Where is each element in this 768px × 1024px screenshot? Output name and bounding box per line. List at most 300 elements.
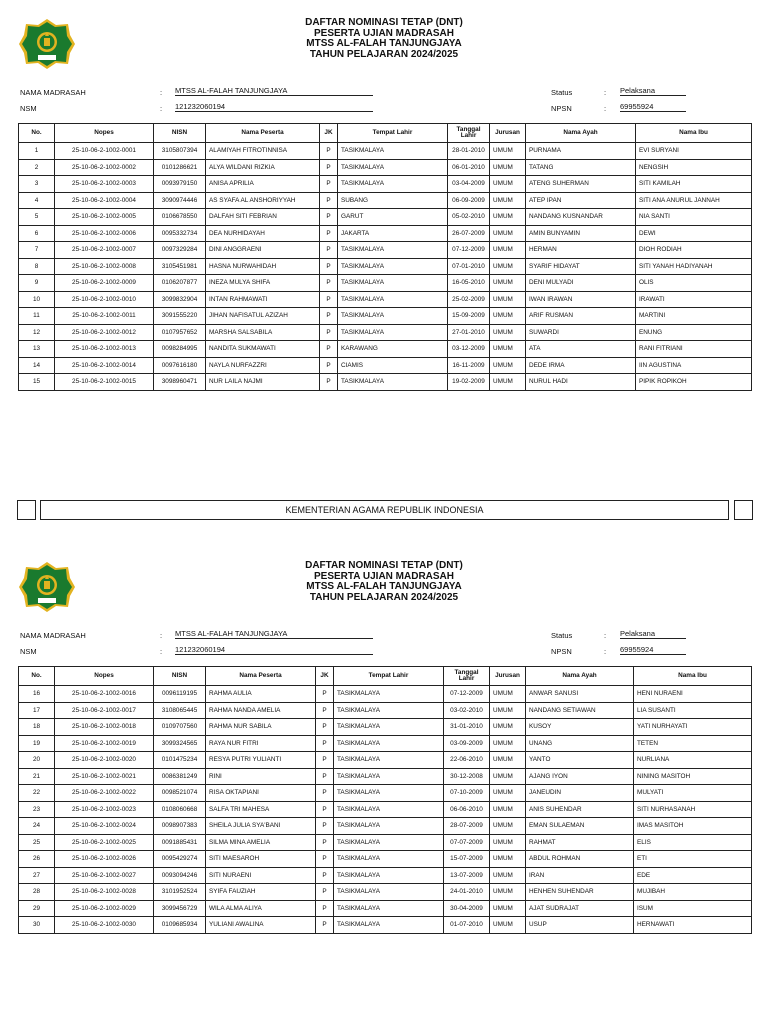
nsm-value: 121232060194 [175,645,373,655]
school-info [0,86,768,116]
table-row [19,324,752,341]
npsn-value: 69955924 [620,645,686,655]
cell-nama-ayah: ANIS SUHENDAR [526,801,634,818]
cell-jk: P [316,735,334,752]
cell-nama-ibu: HERNAWATI [634,917,752,934]
header-nama-ayah: Nama Ayah [526,124,636,143]
colon: : [160,88,163,97]
cell-nopes: 25-10-06-2-1002-0003 [55,176,154,193]
cell-nama-ayah: ATEP IPAN [526,192,636,209]
cell-jurusan: UMUM [490,324,526,341]
cell-nama-ibu: ELIS [634,834,752,851]
cell-nisn: 0098284995 [154,341,206,358]
header-nama-peserta: Nama Peserta [206,124,320,143]
colon: : [604,647,607,656]
cell-nama-peserta: DALFAH SITI FEBRIAN [206,209,320,226]
table-row [19,192,752,209]
cell-jurusan: UMUM [490,702,526,719]
header-no: No. [19,124,55,143]
cell-tempat-lahir: TASIKMALAYA [338,275,448,292]
cell-no: 22 [19,785,55,802]
nsm-label: NSM [20,104,37,113]
header-nopes: Nopes [55,667,154,686]
nama-madrasah-label: NAMA MADRASAH [20,631,86,640]
cell-nopes: 25-10-06-2-1002-0007 [55,242,154,259]
cell-no: 10 [19,291,55,308]
cell-nisn: 3101952524 [154,884,206,901]
cell-tanggal-lahir: 06-01-2010 [448,159,490,176]
cell-no: 21 [19,768,55,785]
cell-nama-ayah: ANWAR SANUSI [526,686,634,703]
table-row [19,176,752,193]
cell-no: 13 [19,341,55,358]
cell-nama-peserta: INTAN RAHMAWATI [206,291,320,308]
header-nama-ayah: Nama Ayah [526,667,634,686]
document-title [0,18,768,60]
cell-no: 11 [19,308,55,325]
cell-tempat-lahir: TASIKMALAYA [338,176,448,193]
cell-jurusan: UMUM [490,719,526,736]
cell-nopes: 25-10-06-2-1002-0030 [55,917,154,934]
nsm-value: 121232060194 [175,102,373,112]
cell-nama-ayah: ARIF RUSMAN [526,308,636,325]
cell-nisn: 0093094246 [154,867,206,884]
cell-tanggal-lahir: 28-07-2009 [444,818,490,835]
cell-nama-ibu: EDE [634,867,752,884]
cell-nopes: 25-10-06-2-1002-0006 [55,225,154,242]
cell-nama-ibu: PIPIK ROPIKOH [636,374,752,391]
cell-tanggal-lahir: 03-02-2010 [444,702,490,719]
cell-nama-ibu: DIOH RODIAH [636,242,752,259]
header-jurusan: Jurusan [490,124,526,143]
table-row [19,702,752,719]
colon: : [604,104,607,113]
cell-nama-ibu: RANI FITRIANI [636,341,752,358]
page-2 [0,561,768,941]
cell-nisn: 0086381249 [154,768,206,785]
cell-nisn: 0107957652 [154,324,206,341]
table-row [19,225,752,242]
header-nama-peserta: Nama Peserta [206,667,316,686]
cell-jk: P [320,324,338,341]
cell-nama-ayah: ATENG SUHERMAN [526,176,636,193]
cell-nisn: 0095332734 [154,225,206,242]
title-line-4: TAHUN PELAJARAN 2024/2025 [309,591,459,603]
cell-nama-peserta: RAYA NUR FITRI [206,735,316,752]
cell-nopes: 25-10-06-2-1002-0008 [55,258,154,275]
cell-jk: P [316,801,334,818]
cell-jk: P [320,242,338,259]
cell-nopes: 25-10-06-2-1002-0021 [55,768,154,785]
cell-jurusan: UMUM [490,818,526,835]
cell-no: 30 [19,917,55,934]
cell-jurusan: UMUM [490,900,526,917]
table-row [19,357,752,374]
cell-nama-ayah: AJANG IYON [526,768,634,785]
cell-jk: P [316,884,334,901]
header-no: No. [19,667,55,686]
cell-jurusan: UMUM [490,752,526,769]
cell-nama-ayah: YANTO [526,752,634,769]
table-row [19,818,752,835]
cell-nama-ibu: TETEN [634,735,752,752]
cell-nopes: 25-10-06-2-1002-0014 [55,357,154,374]
cell-nisn: 0108060668 [154,801,206,818]
table-row [19,159,752,176]
table-row [19,242,752,259]
cell-jk: P [320,357,338,374]
cell-jurusan: UMUM [490,341,526,358]
cell-jurusan: UMUM [490,735,526,752]
cell-nama-ayah: AJAT SUDRAJAT [526,900,634,917]
cell-nisn: 0095429274 [154,851,206,868]
cell-tanggal-lahir: 07-01-2010 [448,258,490,275]
cell-nopes: 25-10-06-2-1002-0019 [55,735,154,752]
cell-nama-peserta: INEZA MULYA SHIFA [206,275,320,292]
table-row [19,900,752,917]
cell-jurusan: UMUM [490,176,526,193]
table-row [19,801,752,818]
cell-nisn: 0109707560 [154,719,206,736]
cell-nama-peserta: NANDITA SUKMAWATI [206,341,320,358]
cell-nisn: 0093979150 [154,176,206,193]
page-1 [0,18,768,398]
cell-no: 8 [19,258,55,275]
cell-tempat-lahir: TASIKMALAYA [334,768,444,785]
cell-nama-ayah: IWAN IRAWAN [526,291,636,308]
cell-no: 7 [19,242,55,259]
cell-tanggal-lahir: 25-02-2009 [448,291,490,308]
cell-jurusan: UMUM [490,374,526,391]
header-tempat-lahir: Tempat Lahir [334,667,444,686]
cell-no: 3 [19,176,55,193]
document-title [0,561,768,603]
cell-tempat-lahir: TASIKMALAYA [338,143,448,160]
cell-tanggal-lahir: 05-02-2010 [448,209,490,226]
header-nisn: NISN [154,124,206,143]
status-label: Status [551,631,573,640]
cell-tanggal-lahir: 30-04-2009 [444,900,490,917]
cell-no: 16 [19,686,55,703]
cell-tempat-lahir: TASIKMALAYA [334,752,444,769]
header-tempat-lahir: Tempat Lahir [338,124,448,143]
cell-jk: P [320,192,338,209]
title-line-2: PESERTA UJIAN MADRASAH [313,27,454,39]
cell-tempat-lahir: SUBANG [338,192,448,209]
cell-nama-peserta: RINI [206,768,316,785]
cell-jurusan: UMUM [490,851,526,868]
cell-tempat-lahir: TASIKMALAYA [334,702,444,719]
cell-nama-peserta: JIHAN NAFISATUL AZIZAH [206,308,320,325]
cell-nama-ayah: RAHMAT [526,834,634,851]
cell-nopes: 25-10-06-2-1002-0002 [55,159,154,176]
cell-tempat-lahir: KARAWANG [338,341,448,358]
cell-nisn: 3090974446 [154,192,206,209]
cell-nopes: 25-10-06-2-1002-0028 [55,884,154,901]
title-line-4: TAHUN PELAJARAN 2024/2025 [309,48,459,60]
cell-nama-ibu: MARTINI [636,308,752,325]
cell-nisn: 0091885431 [154,834,206,851]
cell-nama-ayah: KUSOY [526,719,634,736]
cell-nama-ayah: USUP [526,917,634,934]
cell-nopes: 25-10-06-2-1002-0004 [55,192,154,209]
cell-nama-ibu: LIA SUSANTI [634,702,752,719]
ministry-bar [0,500,768,520]
cell-nama-ayah: SUWARDI [526,324,636,341]
cell-tanggal-lahir: 01-07-2010 [444,917,490,934]
cell-nisn: 3105451981 [154,258,206,275]
cell-tanggal-lahir: 16-11-2009 [448,357,490,374]
cell-nama-ibu: DEWI [636,225,752,242]
cell-nama-ibu: IRAWATI [636,291,752,308]
cell-jk: P [316,719,334,736]
cell-tempat-lahir: TASIKMALAYA [334,851,444,868]
ministry-name: KEMENTERIAN AGAMA REPUBLIK INDONESIA [40,500,729,520]
cell-jurusan: UMUM [490,143,526,160]
cell-no: 14 [19,357,55,374]
cell-jurusan: UMUM [490,834,526,851]
cell-tempat-lahir: TASIKMALAYA [334,801,444,818]
cell-nisn: 0098907383 [154,818,206,835]
cell-nama-peserta: HASNA NURWAHIDAH [206,258,320,275]
cell-jk: P [316,702,334,719]
cell-jurusan: UMUM [490,801,526,818]
cell-nama-peserta: ALYA WILDANI RIZKIA [206,159,320,176]
cell-jurusan: UMUM [490,192,526,209]
table-row [19,884,752,901]
cell-no: 5 [19,209,55,226]
status-value: Pelaksana [620,629,686,639]
cell-tanggal-lahir: 30-12-2008 [444,768,490,785]
cell-no: 27 [19,867,55,884]
cell-jurusan: UMUM [490,357,526,374]
cell-nama-peserta: SITI NURAENI [206,867,316,884]
cell-tempat-lahir: TASIKMALAYA [334,900,444,917]
cell-nisn: 0098521074 [154,785,206,802]
cell-tempat-lahir: TASIKMALAYA [334,785,444,802]
cell-nama-ayah: JANEUDIN [526,785,634,802]
cell-tanggal-lahir: 22-06-2010 [444,752,490,769]
cell-tempat-lahir: TASIKMALAYA [334,686,444,703]
cell-tempat-lahir: TASIKMALAYA [334,884,444,901]
cell-no: 2 [19,159,55,176]
cell-tanggal-lahir: 13-07-2009 [444,867,490,884]
cell-no: 6 [19,225,55,242]
cell-tempat-lahir: CIAMIS [338,357,448,374]
cell-tanggal-lahir: 31-01-2010 [444,719,490,736]
cell-jurusan: UMUM [490,258,526,275]
cell-nisn: 3099456729 [154,900,206,917]
table-row [19,735,752,752]
cell-nama-ayah: HENHEN SUHENDAR [526,884,634,901]
header-nisn: NISN [154,667,206,686]
table-row [19,308,752,325]
colon: : [160,104,163,113]
cell-nama-peserta: YULIANI AWALINA [206,917,316,934]
cell-nama-peserta: RAHMA NUR SABILA [206,719,316,736]
cell-jk: P [316,834,334,851]
cell-nopes: 25-10-06-2-1002-0011 [55,308,154,325]
cell-nopes: 25-10-06-2-1002-0012 [55,324,154,341]
cell-nama-peserta: RAHMA NANDA AMELIA [206,702,316,719]
cell-jk: P [320,374,338,391]
cell-nama-peserta: DINI ANGGRAENI [206,242,320,259]
nsm-label: NSM [20,647,37,656]
cell-tempat-lahir: GARUT [338,209,448,226]
cell-nama-peserta: ALAMIYAH FITROTINNISA [206,143,320,160]
cell-nama-peserta: ANISA APRILIA [206,176,320,193]
cell-nopes: 25-10-06-2-1002-0013 [55,341,154,358]
colon: : [160,647,163,656]
cell-jk: P [320,308,338,325]
cell-nopes: 25-10-06-2-1002-0005 [55,209,154,226]
cell-nama-peserta: AS SYAFA AL ANSHORIYYAH [206,192,320,209]
cell-nama-ibu: NIA SANTI [636,209,752,226]
cell-nama-ayah: PURNAMA [526,143,636,160]
cell-nisn: 3108065445 [154,702,206,719]
cell-nama-peserta: DEA NURHIDAYAH [206,225,320,242]
cell-nama-peserta: SILMA MINA AMELIA [206,834,316,851]
cell-tempat-lahir: TASIKMALAYA [334,834,444,851]
cell-jk: P [320,159,338,176]
cell-nisn: 0097329284 [154,242,206,259]
cell-jurusan: UMUM [490,159,526,176]
header-tanggal-lahir: Tanggal Lahir [444,667,490,686]
cell-nopes: 25-10-06-2-1002-0022 [55,785,154,802]
cell-no: 26 [19,851,55,868]
cell-tanggal-lahir: 24-01-2010 [444,884,490,901]
cell-jk: P [316,785,334,802]
cell-jurusan: UMUM [490,225,526,242]
cell-nopes: 25-10-06-2-1002-0027 [55,867,154,884]
cell-tanggal-lahir: 16-05-2010 [448,275,490,292]
table-row [19,752,752,769]
cell-nopes: 25-10-06-2-1002-0029 [55,900,154,917]
header-jk: JK [320,124,338,143]
cell-nopes: 25-10-06-2-1002-0024 [55,818,154,835]
title-line-2: PESERTA UJIAN MADRASAH [313,570,454,582]
cell-tempat-lahir: TASIKMALAYA [334,867,444,884]
status-label: Status [551,88,573,97]
cell-no: 15 [19,374,55,391]
cell-nama-ayah: EMAN SULAEMAN [526,818,634,835]
cell-nama-peserta: MARSHA SALSABILA [206,324,320,341]
cell-jk: P [320,275,338,292]
npsn-value: 69955924 [620,102,686,112]
cell-nama-ayah: NANDANG KUSNANDAR [526,209,636,226]
cell-tempat-lahir: TASIKMALAYA [334,735,444,752]
cell-jurusan: UMUM [490,785,526,802]
cell-tanggal-lahir: 06-06-2010 [444,801,490,818]
cell-jurusan: UMUM [490,242,526,259]
nama-madrasah-value: MTSS AL-FALAH TANJUNGJAYA [175,629,373,639]
table-row [19,258,752,275]
header-jk: JK [316,667,334,686]
cell-nisn: 3105807394 [154,143,206,160]
cell-tanggal-lahir: 15-07-2009 [444,851,490,868]
cell-nopes: 25-10-06-2-1002-0016 [55,686,154,703]
nama-madrasah-label: NAMA MADRASAH [20,88,86,97]
npsn-label: NPSN [551,104,572,113]
cell-nopes: 25-10-06-2-1002-0009 [55,275,154,292]
cell-nopes: 25-10-06-2-1002-0025 [55,834,154,851]
table-row [19,834,752,851]
cell-no: 9 [19,275,55,292]
cell-tanggal-lahir: 07-12-2009 [444,686,490,703]
cell-nama-peserta: SHEILA JULIA SYA'BANI [206,818,316,835]
cell-no: 19 [19,735,55,752]
cell-jk: P [316,686,334,703]
cell-jurusan: UMUM [490,867,526,884]
colon: : [160,631,163,640]
cell-jk: P [316,900,334,917]
table-row [19,719,752,736]
cell-nama-peserta: RESYA PUTRI YULIANTI [206,752,316,769]
header-jurusan: Jurusan [490,667,526,686]
cell-jk: P [316,818,334,835]
cell-tanggal-lahir: 07-10-2009 [444,785,490,802]
cell-tempat-lahir: TASIKMALAYA [338,258,448,275]
table-row [19,374,752,391]
cell-jk: P [320,176,338,193]
bar-box-right [734,500,753,520]
cell-nama-ibu: SITI NURHASANAH [634,801,752,818]
cell-nama-ayah: IRAN [526,867,634,884]
cell-jurusan: UMUM [490,291,526,308]
cell-no: 20 [19,752,55,769]
cell-tanggal-lahir: 03-12-2009 [448,341,490,358]
cell-jurusan: UMUM [490,768,526,785]
cell-nama-peserta: RISA OKTAPIANI [206,785,316,802]
cell-tanggal-lahir: 26-07-2009 [448,225,490,242]
cell-tanggal-lahir: 07-12-2009 [448,242,490,259]
table-row [19,291,752,308]
cell-no: 4 [19,192,55,209]
cell-jk: P [320,291,338,308]
cell-tempat-lahir: TASIKMALAYA [338,242,448,259]
cell-tempat-lahir: TASIKMALAYA [334,719,444,736]
cell-nisn: 3098960471 [154,374,206,391]
cell-nopes: 25-10-06-2-1002-0017 [55,702,154,719]
participant-table [18,666,752,934]
cell-nama-ibu: NURLIANA [634,752,752,769]
cell-nama-ayah: TATANG [526,159,636,176]
cell-jk: P [316,752,334,769]
cell-nama-peserta: NUR LAILA NAJMI [206,374,320,391]
cell-nopes: 25-10-06-2-1002-0018 [55,719,154,736]
cell-nopes: 25-10-06-2-1002-0026 [55,851,154,868]
cell-tempat-lahir: TASIKMALAYA [338,308,448,325]
cell-nisn: 3091555220 [154,308,206,325]
cell-nisn: 3099832904 [154,291,206,308]
cell-nama-ibu: NENGSIH [636,159,752,176]
header-nopes: Nopes [55,124,154,143]
cell-no: 23 [19,801,55,818]
title-line-1: DAFTAR NOMINASI TETAP (DNT) [305,17,463,28]
cell-nama-ayah: SYARIF HIDAYAT [526,258,636,275]
table-row [19,867,752,884]
cell-jk: P [320,143,338,160]
cell-tempat-lahir: TASIKMALAYA [338,159,448,176]
cell-nama-ibu: ENUNG [636,324,752,341]
cell-jk: P [316,867,334,884]
cell-nama-ayah: DEDE IRMA [526,357,636,374]
cell-nama-ayah: ABDUL ROHMAN [526,851,634,868]
cell-tempat-lahir: TASIKMALAYA [334,917,444,934]
cell-no: 25 [19,834,55,851]
cell-tanggal-lahir: 28-01-2010 [448,143,490,160]
cell-nisn: 0101286621 [154,159,206,176]
